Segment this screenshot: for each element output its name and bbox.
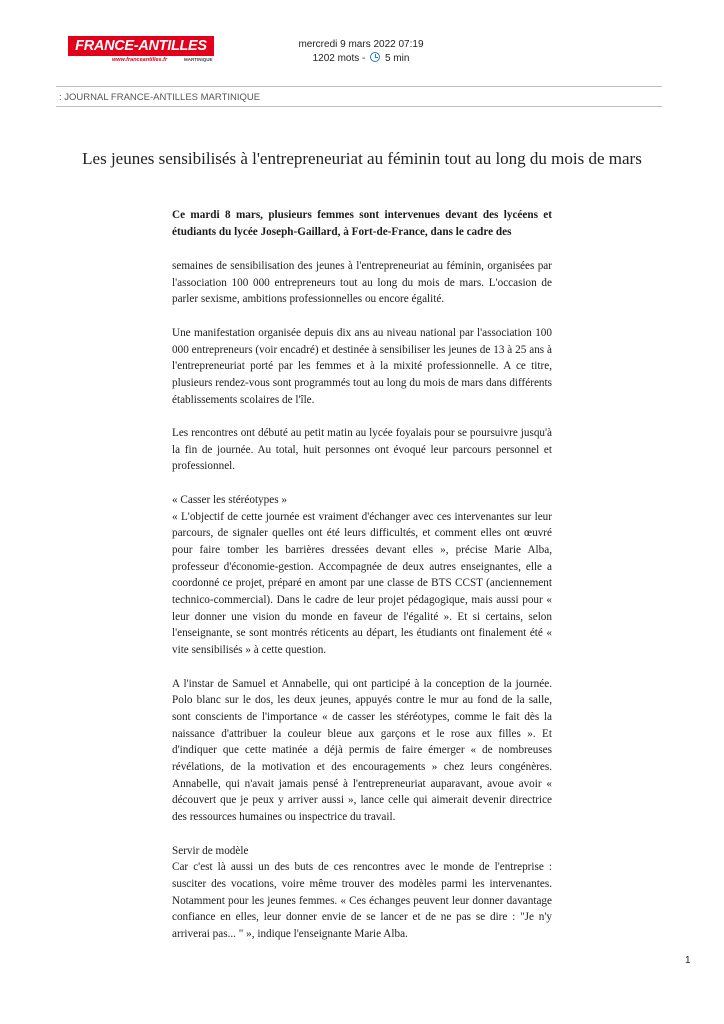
article-body <box>172 258 552 959</box>
article-lead: Ce mardi 8 mars, plusieurs femmes sont intervenues devant des lycéens et étudiants du lycée Joseph-Gaillard, à Fort-de-France, dans le cadre des <box>172 209 552 238</box>
logo-wordmark: FRANCE-ANTILLES <box>68 36 214 56</box>
publication-date: mercredi 9 mars 2022 07:19 <box>298 39 424 50</box>
logo-url: www.franceantilles.fr <box>112 57 168 63</box>
article-meta <box>276 38 446 66</box>
subheading-casser-stereotypes: « Casser les stéréotypes » <box>172 493 287 506</box>
word-count-line <box>276 52 446 66</box>
clock-icon <box>370 52 380 62</box>
france-antilles-logo <box>68 36 214 66</box>
subheading-servir-de-modele: Servir de modèle <box>172 844 249 857</box>
source-bar: : JOURNAL FRANCE-ANTILLES MARTINIQUE <box>56 86 662 107</box>
paragraph: A l'instar de Samuel et Annabelle, qui ont participé à la conception de la journée. Polo blanc sur le dos, les deux jeunes, appuyés contre le mur au fond de la salle, sont conscients de l'importance « de casser les stéréotypes, comme le fait dès la naissance d'attribuer la couleur bleue aux garçons et le rose aux filles ». Et d'indiquer que cette matinée a déjà permis de faire émerger « de nombreuses révélations, de la motivation et des encouragements » chez leurs congénères. Annabelle, qui n'avait jamais pensé à l'entrepreneuriat auparavant, avoue avoir « découvert que je peux y arriver aussi », lance celle qui aimerait devenir directrice des ressources humaines ou inspectrice du travail. <box>172 677 552 824</box>
paragraph: Car c'est là aussi un des buts de ces rencontres avec le monde de l'entreprise : susciter des vocations, voire même trouver des modèles parmi les intervenantes. Notamment pour les jeunes femmes. « Ces échanges peuvent leur donner davantage confiance en elles, leur donner envie de se lancer et de ne pas se dire : "Je n'y arriverai pas... " », indique l'enseignante Marie Alba. <box>172 861 552 941</box>
paragraph: « L'objectif de cette journée est vraiment d'échanger avec ces intervenantes sur leur parcours, de signaler quelles ont été leurs difficultés, et comment elles ont œuvré pour faire tomber les barrières dressées devant elles », précise Marie Alba, professeur d'économie-gestion. Accompagnée de deux autres enseignantes, elle a coordonné ce projet, préparé en amont par une classe de BTS CCST (anciennement technico-commercial). Dans le cadre de leur projet pédagogique, mais aussi pour « leur donner une vision du monde en faveur de l'égalité ». Et si certains, selon l'enseignante, se sont montrés réticents au départ, les étudiants ont finalement été « vite sensibilisés » à cette question. <box>172 510 552 657</box>
logo-subtitle: MARTINIQUE <box>184 57 213 62</box>
paragraph: Une manifestation organisée depuis dix ans au niveau national par l'association 100 000 entrepreneurs (voir encadré) et destinée à sensibiliser les jeunes de 13 à 25 ans à l'entrepreneuriat porté par les femmes et à la mixité professionnelle. A ce titre, plusieurs rendez-vous sont programmés tout au long du mois de mars dans différents établissements scolaires de l'île. <box>172 326 552 406</box>
reading-time: 5 min <box>384 53 410 64</box>
paragraph: semaines de sensibilisation des jeunes à l'entrepreneuriat au féminin, organisées par l'association 100 000 entrepreneurs tout au long du mois de mars. L'occasion de parler sexisme, ambitions professionnelles ou encore égalité. <box>172 260 552 306</box>
article-headline: Les jeunes sensibilisés à l'entrepreneuriat au féminin tout au long du mois de mars <box>82 149 642 168</box>
page-number: 1 <box>685 955 691 966</box>
paragraph: Les rencontres ont débuté au petit matin au lycée foyalais pour se poursuivre jusqu'à la fin de journée. Au total, huit personnes ont évoqué leur parcours personnel et professionnel. <box>172 427 552 473</box>
word-count: 1202 mots - <box>312 53 366 64</box>
